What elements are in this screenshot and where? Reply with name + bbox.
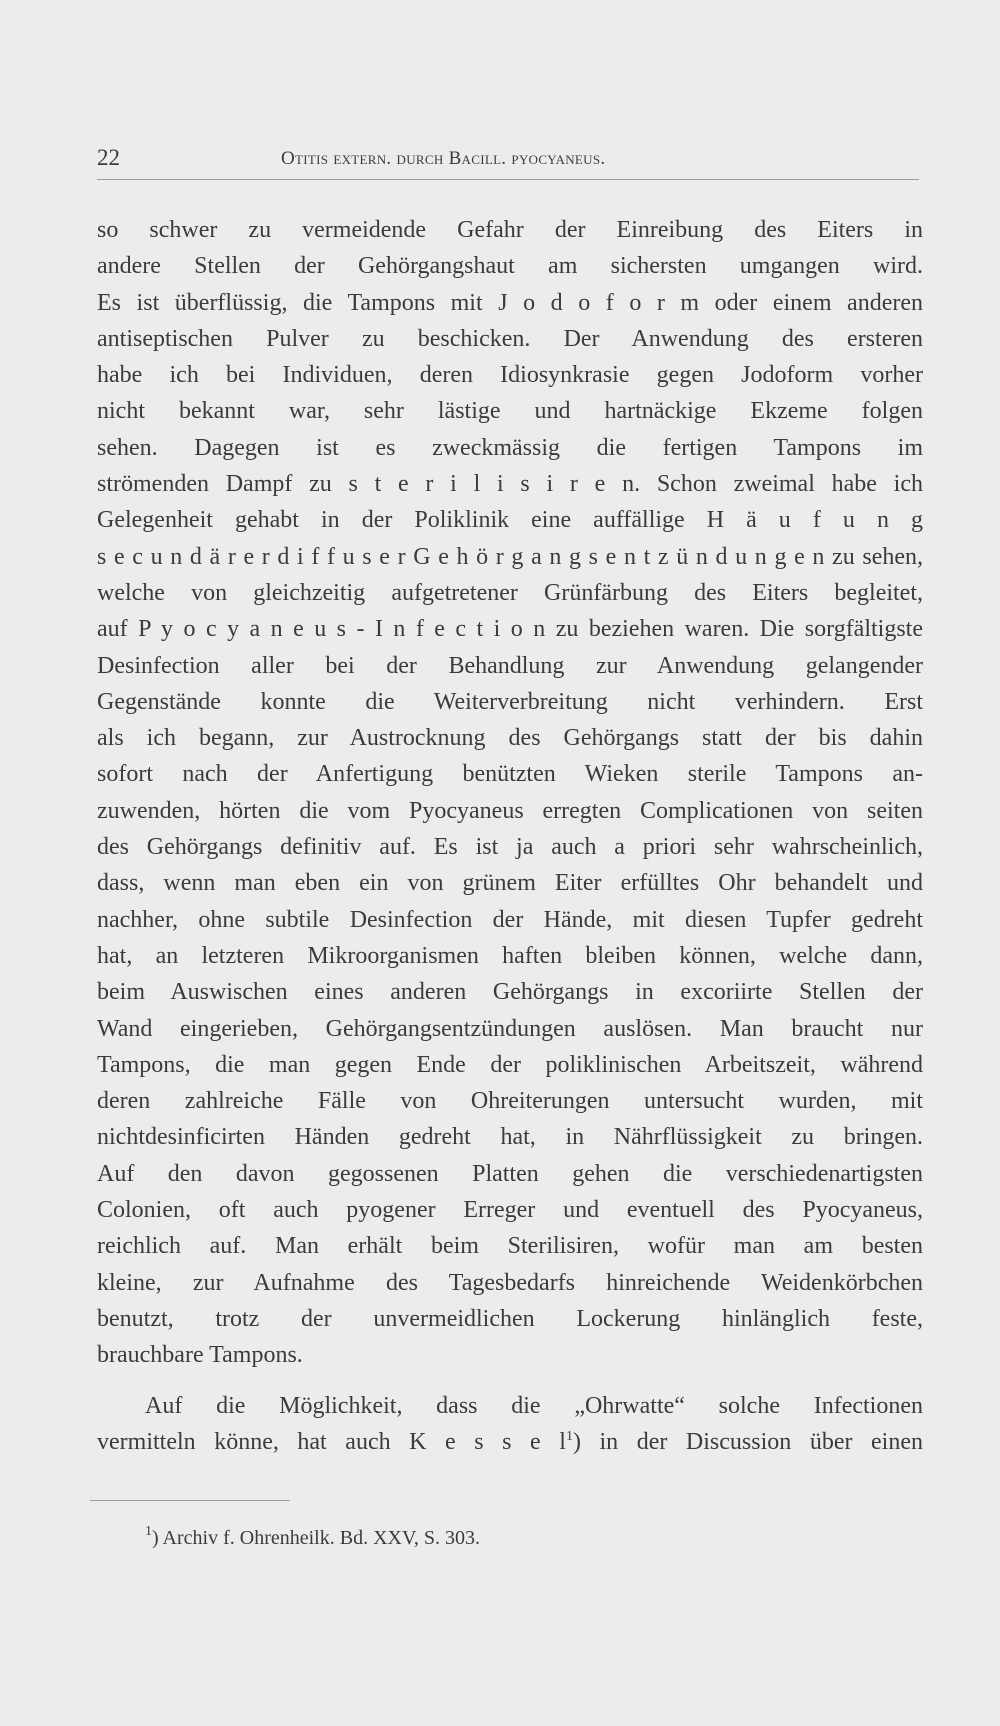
text-line: sofort nach der Anfertigung benützten Wieken sterile Tampons an- bbox=[97, 761, 923, 788]
text-line: hat, an letzteren Mikroorganismen haften bleiben können, welche dann, bbox=[97, 942, 923, 969]
text-line: auf P y o c y a n e u s - I n f e c t i o n zu beziehen waren. Die sorgfältigste bbox=[97, 616, 923, 643]
text-line: so schwer zu vermeidende Gefahr der Einreibung des Eiters in bbox=[97, 217, 923, 243]
text-line: Gelegenheit gehabt in der Poliklinik eine auffällige H ä u f u n g bbox=[97, 507, 923, 534]
text-line: Auf die Möglichkeit, dass die „Ohrwatte“ solche Infectionen bbox=[145, 1392, 923, 1419]
text-line: strömenden Dampf zu s t e r i l i s i r e n. Schon zweimal habe ich bbox=[97, 471, 923, 498]
footnote-text: ) Archiv f. Ohrenheilk. Bd. XXV, S. 303. bbox=[152, 1527, 480, 1549]
text-line: Auf den davon gegossenen Platten gehen die verschiedenartigsten bbox=[97, 1160, 923, 1187]
text-line: brauchbare Tampons. bbox=[97, 1342, 303, 1369]
text-line: welche von gleichzeitig aufgetretener Grünfärbung des Eiters begleitet, bbox=[97, 579, 923, 606]
text-line: beim Auswischen eines anderen Gehörgangs in excoriirte Stellen der bbox=[97, 979, 923, 1006]
text-line: habe ich bei Individuen, deren Idiosynkrasie gegen Jodoform vorher bbox=[97, 362, 923, 389]
text-line: Es ist überflüssig, die Tampons mit J o d o f o r m oder einem anderen bbox=[97, 289, 923, 316]
text-line: nachher, ohne subtile Desinfection der Hände, mit diesen Tupfer gedreht bbox=[97, 906, 923, 933]
text-line: antiseptischen Pulver zu beschicken. Der Anwendung des ersteren bbox=[97, 325, 923, 352]
text-line: als ich begann, zur Austrocknung des Gehörgangs statt der bis dahin bbox=[97, 725, 923, 752]
page-number: 22 bbox=[97, 145, 120, 170]
text-fragment: vermitteln könne, hat auch K e s s e l bbox=[97, 1428, 566, 1455]
footnote bbox=[145, 1525, 480, 1551]
text-line: andere Stellen der Gehörgangshaut am sichersten umgangen wird. bbox=[97, 253, 923, 280]
body-text bbox=[97, 212, 923, 1460]
footnote-reference: 1 bbox=[565, 1428, 573, 1444]
text-fragment: ) in der Discussion über einen bbox=[572, 1428, 923, 1455]
text-line: dass, wenn man eben ein von grünem Eiter erfülltes Ohr behandelt und bbox=[97, 870, 923, 897]
text-line: kleine, zur Aufnahme des Tagesbedarfs hinreichende Weidenkörbchen bbox=[97, 1269, 923, 1296]
text-line: benutzt, trotz der unvermeidlichen Lockerung hinlänglich feste, bbox=[97, 1305, 923, 1332]
text-line: nichtdesinficirten Händen gedreht hat, in Nährflüssigkeit zu bringen. bbox=[97, 1124, 923, 1151]
running-title: Otitis extern. durch Bacill. pyocyaneus. bbox=[281, 148, 606, 169]
text-line: zuwenden, hörten die vom Pyocyaneus erregten Complicationen von seiten bbox=[97, 797, 923, 824]
text-line: Gegenstände konnte die Weiterverbreitung nicht verhindern. Erst bbox=[97, 688, 923, 715]
text-line: Desinfection aller bei der Behandlung zur Anwendung gelangender bbox=[97, 652, 923, 679]
text-line: Colonien, oft auch pyogener Erreger und eventuell des Pyocyaneus, bbox=[97, 1197, 923, 1224]
text-line: sehen. Dagegen ist es zweckmässig die fertigen Tampons im bbox=[97, 434, 923, 461]
text-line: reichlich auf. Man erhält beim Sterilisiren, wofür man am besten bbox=[97, 1233, 923, 1260]
paragraph-gap bbox=[97, 1374, 923, 1388]
footnote-marker: 1 bbox=[145, 1524, 152, 1539]
text-line: s e c u n d ä r e r d i f f u s e r G e h ö r g a n g s e n t z ü n d u n g e n zu sehen, bbox=[97, 543, 923, 570]
footnote-divider bbox=[90, 1500, 290, 1501]
text-line: deren zahlreiche Fälle von Ohreiterungen untersucht wurden, mit bbox=[97, 1088, 923, 1115]
text-line: Wand eingerieben, Gehörgangsentzündungen auslösen. Man braucht nur bbox=[97, 1015, 923, 1042]
running-head bbox=[97, 143, 919, 180]
text-line: Tampons, die man gegen Ende der poliklinischen Arbeitszeit, während bbox=[97, 1051, 923, 1078]
text-line bbox=[97, 1424, 923, 1460]
text-line: des Gehörgangs definitiv auf. Es ist ja auch a priori sehr wahrscheinlich, bbox=[97, 834, 923, 861]
text-line: nicht bekannt war, sehr lästige und hartnäckige Ekzeme folgen bbox=[97, 398, 923, 425]
